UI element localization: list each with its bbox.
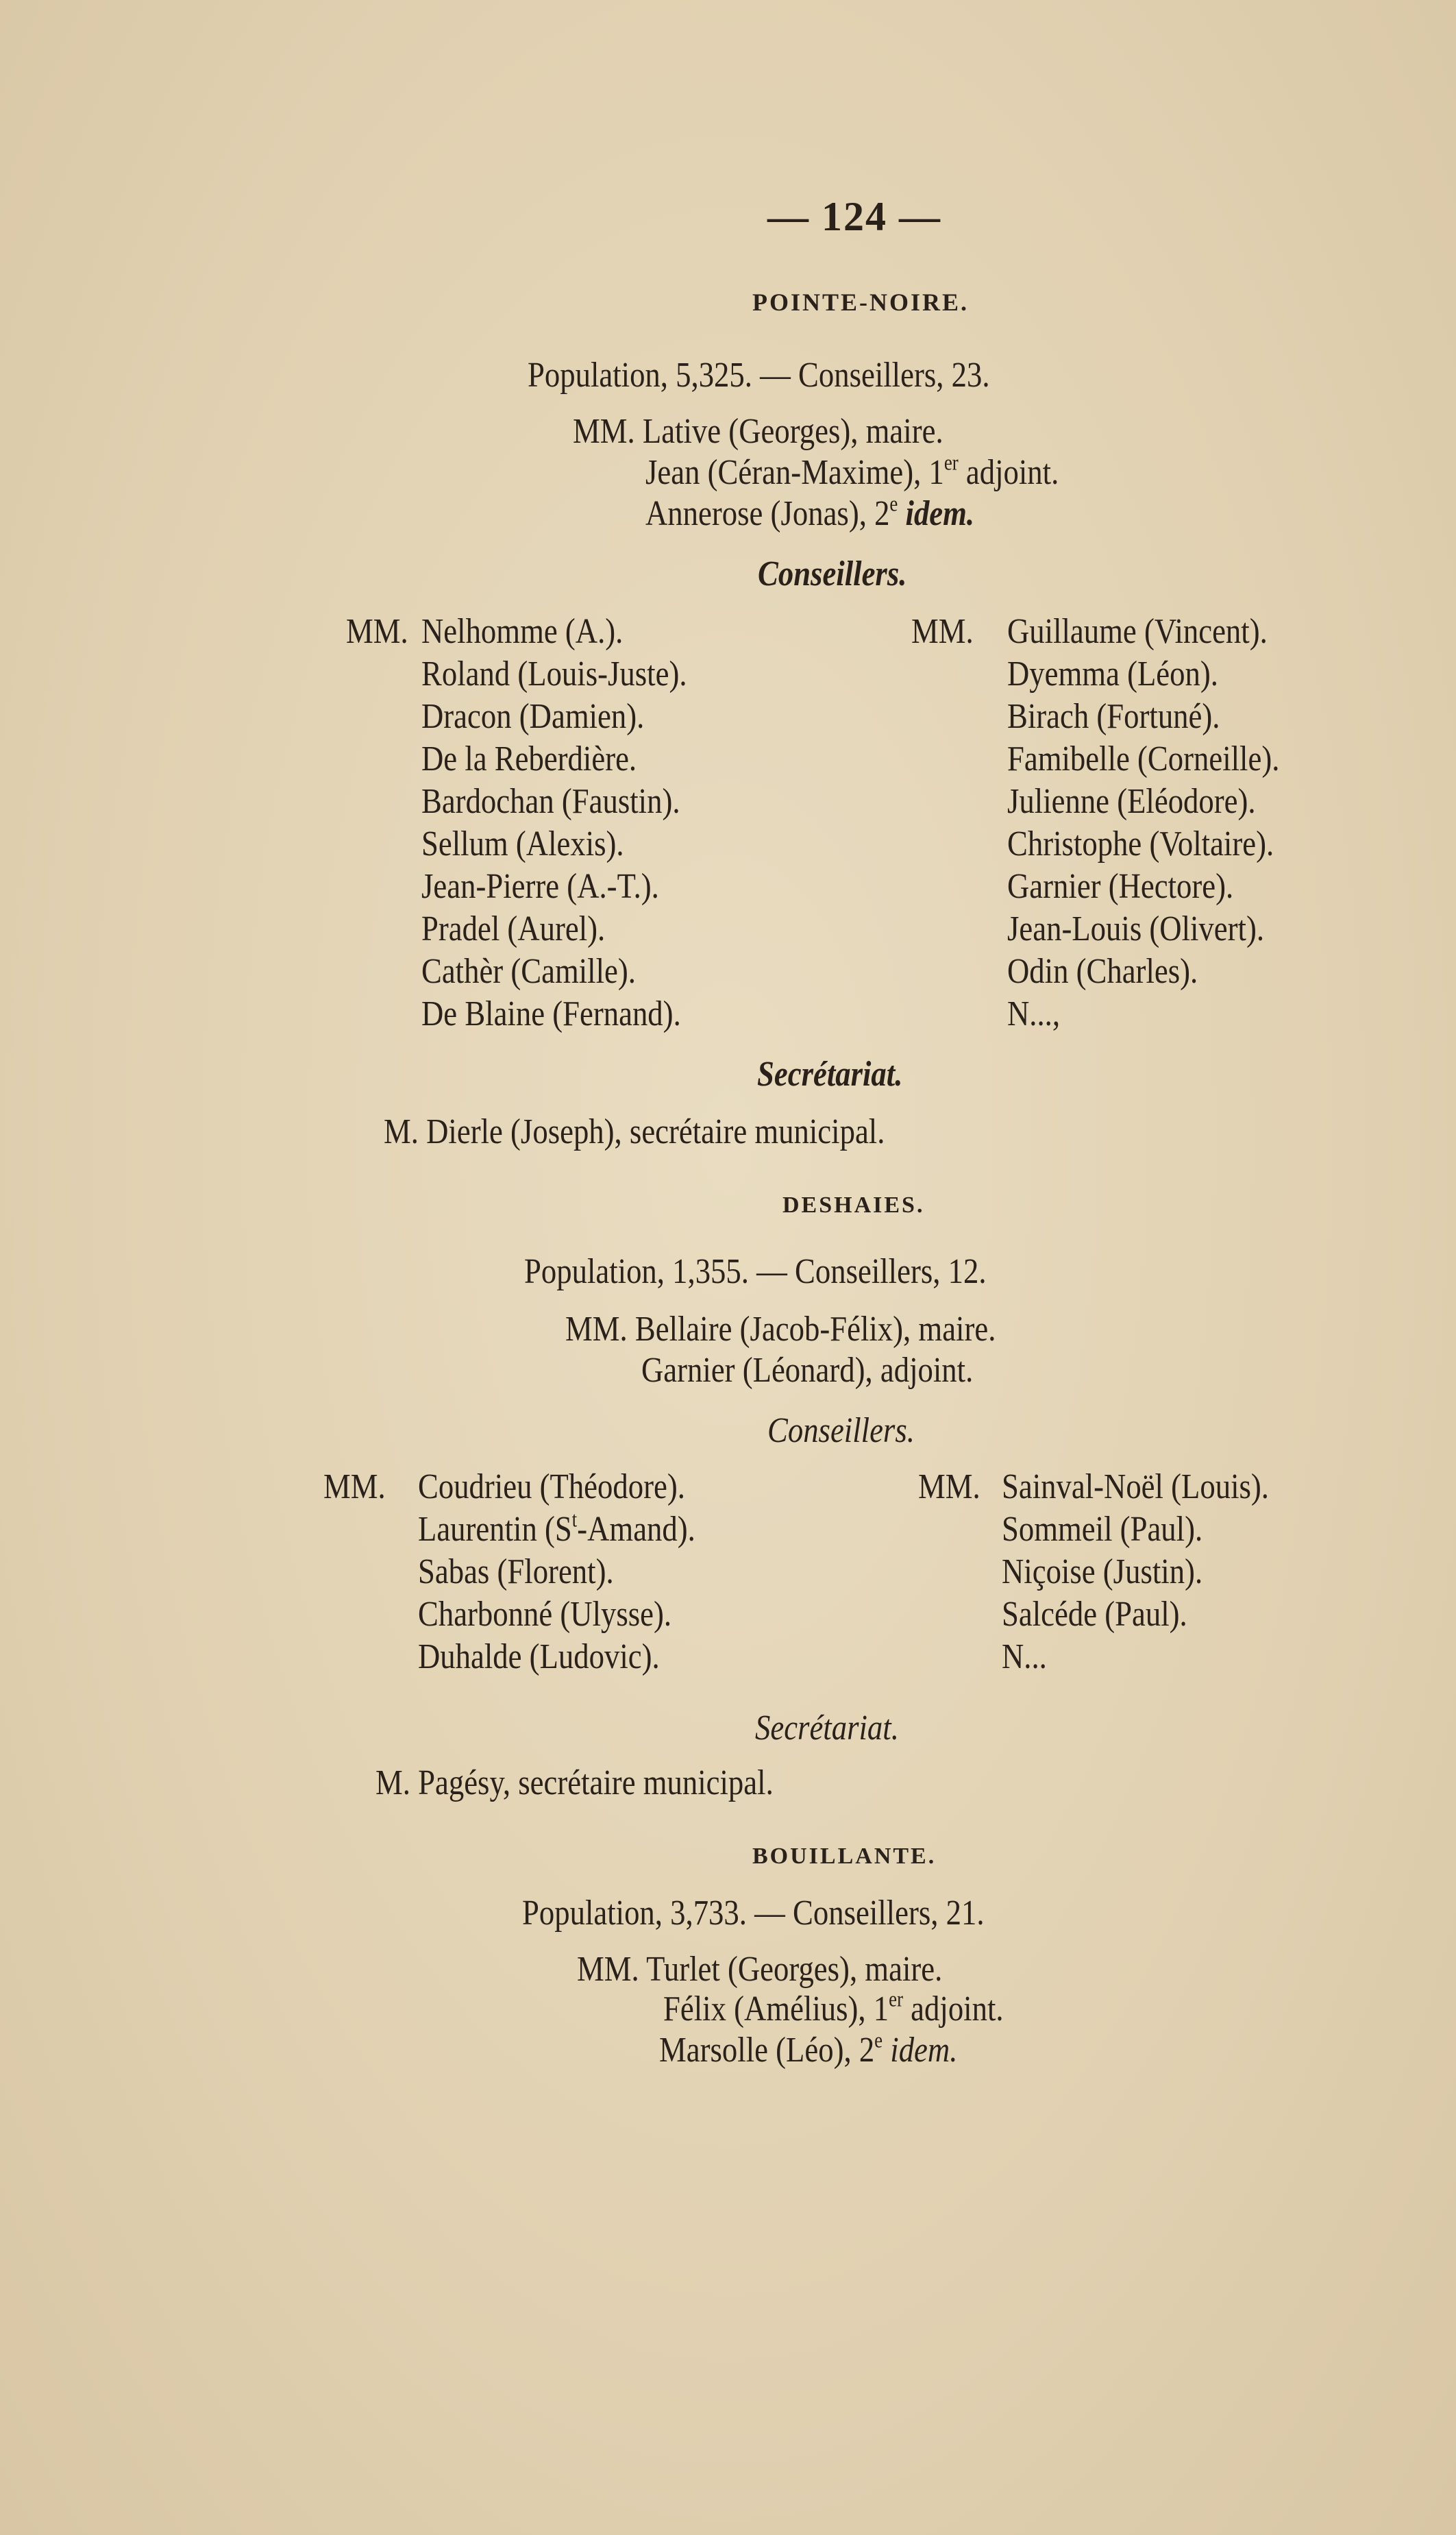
commune-title-deshaies: DESHAIES.: [782, 1192, 925, 1218]
adjoint2-sup: e: [889, 491, 898, 516]
list-item: Jean-Pierre (A.-T.).: [421, 867, 659, 906]
laurentin-rest: -Amand).: [577, 1510, 695, 1549]
list-item: Jean-Louis (Olivert).: [1007, 909, 1265, 948]
list-item: Odin (Charles).: [1007, 952, 1198, 991]
left-prefix-pointe-noire: MM.: [346, 612, 408, 651]
left-prefix-deshaies: MM.: [323, 1467, 386, 1506]
list-item: Roland (Louis-Juste).: [421, 654, 687, 694]
commune-title-bouillante: BOUILLANTE.: [752, 1844, 937, 1869]
adjoint1-name: Jean (Céran-Maxime), 1: [645, 453, 944, 492]
adjoint1-role: adjoint.: [958, 453, 1059, 492]
list-item: Cathèr (Camille).: [421, 952, 636, 991]
adjoint1-sup: er: [943, 450, 959, 475]
list-item: Sellum (Alexis).: [421, 824, 624, 864]
mayor-name: Bellaire (Jacob-Félix), maire.: [634, 1310, 996, 1349]
list-item: Birach (Fortuné).: [1007, 697, 1220, 736]
mayor-prefix: MM.: [565, 1310, 628, 1349]
list-item: Dyemma (Léon).: [1007, 654, 1218, 694]
mayor-line-deshaies: [565, 1309, 996, 1349]
list-item: Nelhomme (A.).: [421, 612, 624, 651]
population-line-bouillante: Population, 3,733. — Conseillers, 21.: [522, 1894, 985, 1933]
laurentin-sup: t: [571, 1507, 578, 1532]
list-item: De la Reberdière.: [421, 739, 637, 779]
secretariat-heading-pointe-noire: Secrétariat.: [757, 1055, 903, 1094]
list-item: Niçoise (Justin).: [1002, 1552, 1203, 1591]
list-item: [418, 1509, 695, 1550]
secretary-line-pointe-noire: M. Dierle (Joseph), secrétaire municipal.: [384, 1112, 885, 1151]
list-item: De Blaine (Fernand).: [421, 994, 681, 1033]
list-item: Julienne (Eléodore).: [1007, 782, 1256, 821]
list-item: N...,: [1007, 994, 1061, 1033]
population-line-deshaies: Population, 1,355. — Conseillers, 12.: [524, 1252, 987, 1291]
list-item: Pradel (Aurel).: [421, 909, 606, 948]
adjoint2-line-bouillante: [659, 2030, 957, 2070]
adjoint2-name: Annerose (Jonas), 2: [645, 494, 890, 533]
list-item: Garnier (Hectore).: [1007, 867, 1234, 906]
list-item: Guillaume (Vincent).: [1007, 612, 1268, 651]
list-item: Bardochan (Faustin).: [421, 782, 680, 821]
councillors-heading-deshaies: Conseillers.: [767, 1411, 915, 1450]
list-item: Sommeil (Paul).: [1002, 1510, 1203, 1549]
adjoint1-role: adjoint.: [903, 1989, 1004, 2029]
right-prefix-pointe-noire: MM.: [911, 612, 974, 651]
commune-title-pointe-noire: POINTE-NOIRE.: [752, 289, 970, 316]
right-prefix-deshaies: MM.: [918, 1467, 980, 1506]
population-line-pointe-noire: Population, 5,325. — Conseillers, 23.: [528, 356, 990, 395]
list-item: Sabas (Florent).: [418, 1552, 614, 1591]
list-item: Duhalde (Ludovic).: [418, 1637, 660, 1676]
list-item: Salcéde (Paul).: [1002, 1595, 1187, 1634]
councillors-heading-pointe-noire: Conseillers.: [758, 554, 907, 593]
adjoint1-sup: er: [889, 1987, 904, 2011]
secretariat-heading-deshaies: Secrétariat.: [755, 1709, 899, 1748]
list-item: N...: [1002, 1637, 1047, 1676]
adjoint1-name: Félix (Amélius), 1: [663, 1989, 889, 2029]
secretary-line-deshaies: M. Pagésy, secrétaire municipal.: [375, 1763, 774, 1802]
list-item: Charbonné (Ulysse).: [418, 1595, 672, 1634]
mayor-line-pointe-noire: [573, 411, 943, 452]
mayor-line-bouillante: [577, 1949, 942, 1989]
laurentin-name: Laurentin (S: [418, 1510, 572, 1549]
adjoint2-role: idem.: [905, 494, 975, 533]
list-item: Sainval-Noël (Louis).: [1002, 1467, 1269, 1506]
mayor-prefix: MM.: [577, 1950, 639, 1989]
mayor-name: Turlet (Georges), maire.: [646, 1950, 943, 1989]
adjoint-line-deshaies: Garnier (Léonard), adjoint.: [641, 1351, 974, 1390]
mayor-prefix: MM.: [573, 412, 635, 451]
page-number: — 124 —: [767, 194, 941, 239]
list-item: Coudrieu (Théodore).: [418, 1467, 685, 1506]
mayor-name: Lative (Georges), maire.: [642, 412, 943, 451]
adjoint1-line-bouillante: [663, 1989, 1004, 2029]
adjoint2-name: Marsolle (Léo), 2: [659, 2031, 875, 2070]
adjoint2-role: idem.: [890, 2031, 958, 2070]
list-item: Famibelle (Corneille).: [1007, 739, 1280, 779]
list-item: Christophe (Voltaire).: [1007, 824, 1274, 864]
adjoint2-sup: e: [874, 2028, 883, 2053]
adjoint1-line-pointe-noire: [645, 452, 1059, 493]
list-item: Dracon (Damien).: [421, 697, 645, 736]
adjoint2-line-pointe-noire: [645, 493, 974, 534]
